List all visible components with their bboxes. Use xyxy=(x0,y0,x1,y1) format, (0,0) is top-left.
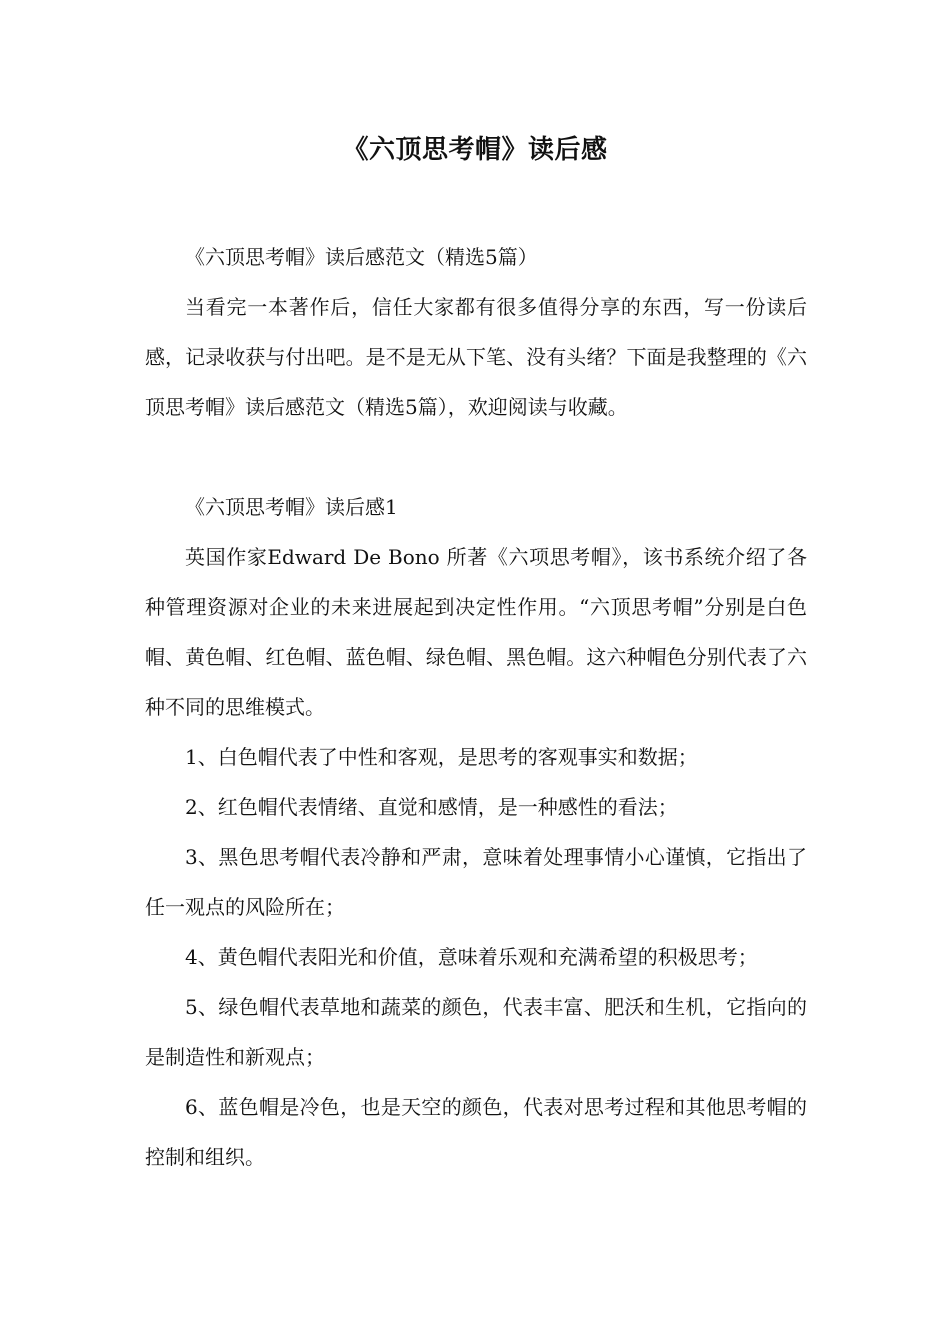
list-item-blue-hat: 6、蓝色帽是冷色，也是天空的颜色，代表对思考过程和其他思考帽的控制和组织。 xyxy=(145,1095,807,1169)
list-item-yellow-hat: 4、黄色帽代表阳光和价值，意味着乐观和充满希望的积极思考； xyxy=(185,945,758,969)
document-subtitle: 《六顶思考帽》读后感范文（精选5篇） xyxy=(185,245,538,269)
list-item-red-hat: 2、红色帽代表情绪、直觉和感情，是一种感性的看法； xyxy=(185,795,678,819)
section-spacer xyxy=(145,432,807,482)
document-body xyxy=(145,232,807,1182)
section1-paragraph-1: 英国作家Edward De Bono 所著《六项思考帽》，该书系统介绍了各种管理资源对企业的未来进展起到决定性作用。“六顶思考帽”分别是白色帽、黄色帽、红色帽、蓝色帽、绿色帽、黑色帽。这六种帽色分别代表了六种不同的思维模式。 xyxy=(145,545,807,719)
section1-heading: 《六顶思考帽》读后感1 xyxy=(185,495,398,519)
list-item-white-hat: 1、白色帽代表了中性和客观，是思考的客观事实和数据； xyxy=(185,745,698,769)
list-item-black-hat: 3、黑色思考帽代表冷静和严肃，意味着处理事情小心谨慎，它指出了任一观点的风险所在； xyxy=(145,845,807,919)
list-item-green-hat: 5、绿色帽代表草地和蔬菜的颜色，代表丰富、肥沃和生机，它指向的是制造性和新观点； xyxy=(145,995,807,1069)
document-title: 《六顶思考帽》读后感 xyxy=(342,135,608,165)
intro-paragraph: 当看完一本著作后，信任大家都有很多值得分享的东西，写一份读后感，记录收获与付出吧。是不是无从下笔、没有头绪？下面是我整理的《六顶思考帽》读后感范文（精选5篇），欢迎阅读与收藏。 xyxy=(145,295,807,419)
